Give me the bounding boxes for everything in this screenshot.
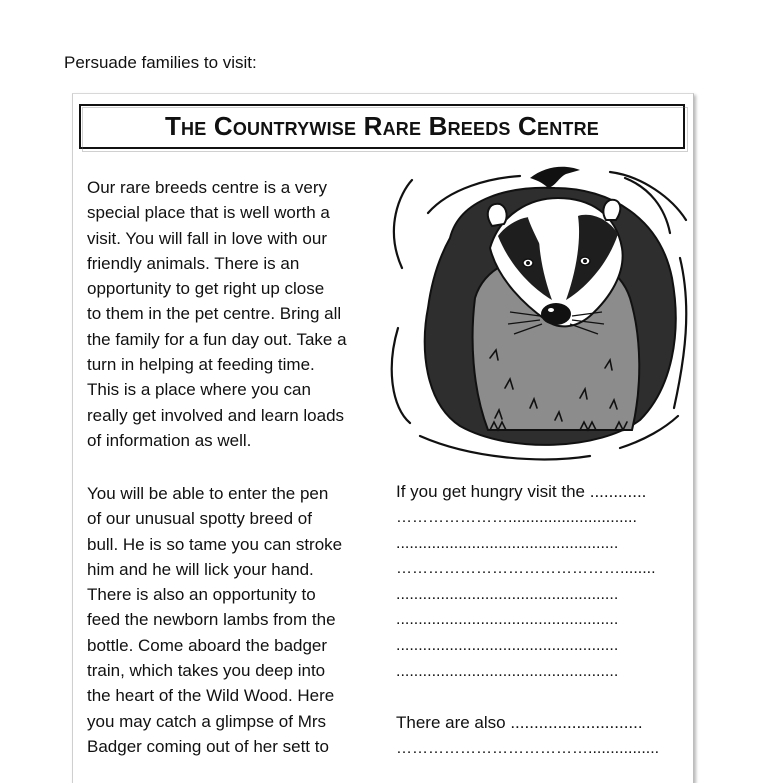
paragraph-line: bull. He is so tame you can stroke [87, 534, 343, 554]
answer-blank-line[interactable]: .................................................. [396, 662, 619, 680]
paragraph-line: the heart of the Wild Wood. Here [87, 686, 335, 706]
answer-blank-line[interactable]: .................................................. [396, 534, 619, 552]
paragraph-line: you may catch a glimpse of Mrs [87, 711, 327, 731]
paragraph-line: visit. You will fall in love with our [87, 228, 328, 248]
paragraph-line: There is also an opportunity to [87, 585, 316, 605]
page-title: The Countrywise Rare Breeds Centre [164, 111, 600, 141]
answer-blank-line[interactable]: .................................................. [396, 636, 619, 654]
paragraph-line: friendly animals. There is an [87, 253, 300, 273]
prompt-hungry: If you get hungry visit the ............ [396, 482, 647, 501]
answer-blank-line[interactable]: ………………………………................ [396, 740, 660, 758]
paragraph-line: him and he will lick your hand. [87, 559, 314, 579]
prompt-there-are-also: There are also ............................ [396, 713, 643, 733]
badger-illustration [380, 158, 695, 472]
paragraph-line: Our rare breeds centre is a very [87, 178, 327, 197]
paragraph-line: bottle. Come aboard the badger [87, 635, 328, 655]
title-box [79, 104, 685, 149]
paragraph-line: Badger coming out of her sett to [87, 736, 329, 756]
paragraph-line: turn in helping at feeding time. [87, 355, 315, 375]
paragraph-line: special place that is well worth a [87, 203, 330, 223]
intro-instruction: Persuade families to visit: [64, 53, 257, 72]
paragraph-1 [87, 175, 377, 453]
paragraph-line: of our unusual spotty breed of [87, 509, 312, 529]
section-gap [396, 684, 686, 710]
answer-blank-line[interactable]: .................................................. [396, 611, 619, 629]
answer-blank-line[interactable]: …………………............................. [396, 509, 637, 526]
paragraph-line: to them in the pet centre. Bring all [87, 304, 342, 324]
paragraph-line: opportunity to get right up close [87, 279, 325, 299]
paragraph-line: feed the newborn lambs from the [87, 610, 336, 630]
bird-icon [530, 167, 580, 188]
paragraph-2 [87, 481, 377, 759]
fill-in-section [396, 479, 686, 762]
paragraph-line: train, which takes you deep into [87, 661, 326, 681]
paragraph-line: You will be able to enter the pen [87, 484, 329, 503]
answer-blank-line[interactable]: ……………………………………........ [396, 560, 656, 578]
worksheet [72, 93, 694, 783]
paragraph-line: really get involved and learn loads [87, 405, 345, 425]
answer-blank-line[interactable]: .................................................. [396, 585, 619, 603]
paragraph-line: the family for a fun day out. Take a [87, 329, 347, 349]
paragraph-line: This is a place where you can [87, 380, 311, 400]
paragraph-line: of information as well. [87, 430, 252, 450]
